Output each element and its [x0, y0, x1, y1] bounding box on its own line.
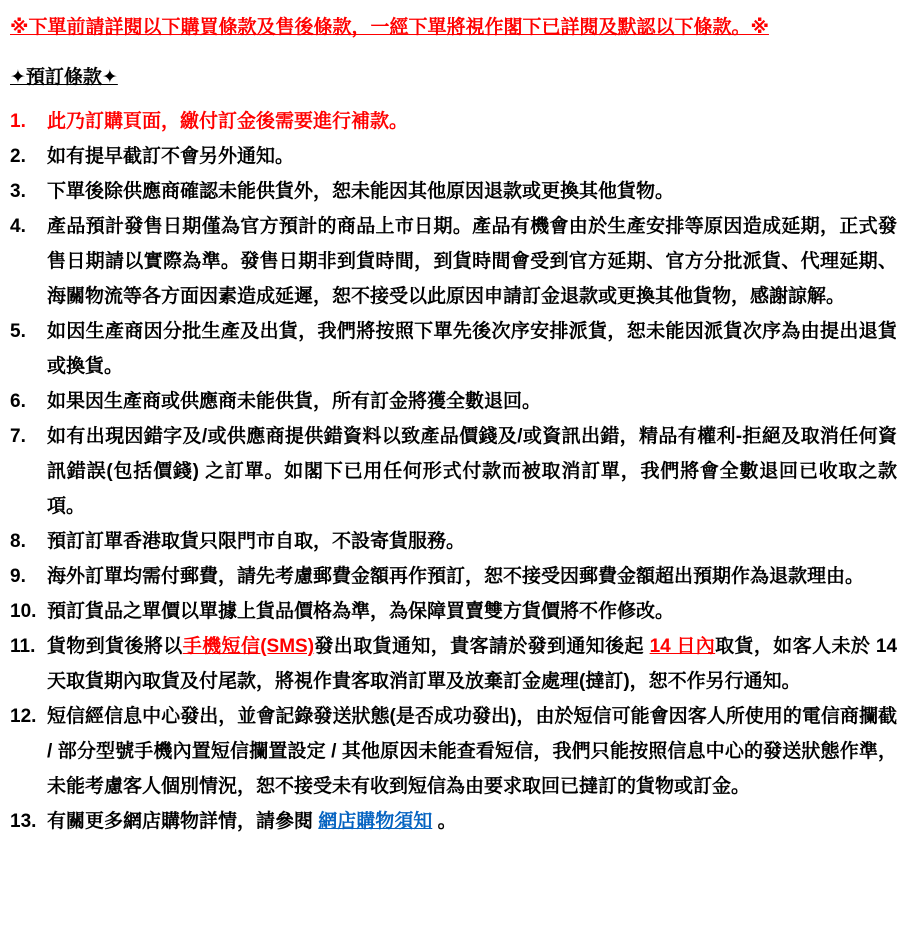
term-item	[10, 104, 897, 139]
term-number: 6.	[10, 391, 26, 412]
term-text	[47, 699, 897, 804]
term-text	[47, 209, 897, 314]
term-segment: 如有提早截訂不會另外通知。	[47, 146, 295, 167]
term-item	[10, 139, 897, 174]
term-text	[47, 384, 897, 419]
term-number: 7.	[10, 426, 26, 447]
term-item	[10, 209, 897, 314]
term-item	[10, 524, 897, 559]
term-segment: 海外訂單均需付郵費，請先考慮郵費金額再作預訂，恕不接受因郵費金額超出預期作為退款理由。	[47, 566, 865, 587]
term-text	[47, 524, 897, 559]
term-text	[47, 139, 897, 174]
section-title-preorder-terms: ✦預訂條款✦	[10, 67, 118, 88]
shop-guide-link[interactable]: 網店購物須知	[318, 811, 433, 832]
term-segment: 短信經信息中心發出，並會記錄發送狀態(是否成功發出)，由於短信可能會因客人所使用的電信商攔截 / 部分型號手機內置短信攔置設定 / 其他原因未能查看短信，我們只能按照信息中心的發送狀態作準，未能考慮客人個別情況，恕不接受未有收到短信為由要求取回已撻訂的貨物或訂金。	[47, 706, 897, 797]
term-number: 10.	[10, 601, 37, 622]
term-segment: 預訂貨品之單價以單據上貨品價格為準，為保障買賣雙方貨價將不作修改。	[47, 601, 675, 622]
term-number: 9.	[10, 566, 26, 587]
term-segment: 。	[432, 811, 457, 832]
term-segment: 手機短信(SMS)	[182, 636, 315, 657]
term-number: 5.	[10, 321, 26, 342]
term-text	[47, 804, 897, 839]
term-text	[47, 104, 897, 139]
term-number: 13.	[10, 811, 37, 832]
term-segment: 14 日內	[649, 636, 716, 657]
term-segment: 如因生產商因分批生產及出貨，我們將按照下單先後次序安排派貨，恕未能因派貨次序為由提出退貨或換貨。	[47, 321, 897, 377]
term-item	[10, 629, 897, 699]
term-item	[10, 174, 897, 209]
term-item	[10, 559, 897, 594]
term-segment: 下單後除供應商確認未能供貨外，恕未能因其他原因退款或更換其他貨物。	[47, 181, 675, 202]
term-number: 12.	[10, 706, 37, 727]
term-number: 2.	[10, 146, 26, 167]
term-segment: 有關更多網店購物詳情，請參閱	[47, 811, 319, 832]
purchase-notice-banner: ※下單前請詳閱以下購買條款及售後條款，一經下單將視作閣下已詳閱及默認以下條款。※	[10, 17, 769, 38]
term-segment: 貨物到貨後將以	[47, 636, 183, 657]
term-text	[47, 559, 897, 594]
term-segment: 取貨，如客人未於 14 天取貨期內取貨及付尾款，將視作貴客取消訂單及放棄訂金處理(撻訂)，恕不作另行通知。	[47, 636, 898, 692]
term-text	[47, 419, 897, 524]
term-item	[10, 804, 897, 839]
term-segment: 此乃訂購頁面，繳付訂金後需要進行補款。	[47, 111, 409, 132]
term-text	[47, 629, 897, 699]
term-item	[10, 384, 897, 419]
term-number: 3.	[10, 181, 26, 202]
term-number: 11.	[10, 636, 36, 657]
term-segment: 如有出現因錯字及/或供應商提供錯資料以致產品價錢及/或資訊出錯，精品有權利-拒絕及取消任何資訊錯誤(包括價錢) 之訂單。如閣下已用任何形式付款而被取消訂單，我們將會全數退回已收取之款項。	[47, 426, 897, 517]
term-number: 4.	[10, 216, 26, 237]
term-item	[10, 419, 897, 524]
term-item	[10, 594, 897, 629]
term-segment: 產品預計發售日期僅為官方預計的商品上市日期。產品有機會由於生產安排等原因造成延期，正式發售日期請以實際為準。發售日期非到貨時間，到貨時間會受到官方延期、官方分批派貨、代理延期、海關物流等各方面因素造成延遲，恕不接受以此原因申請訂金退款或更換其他貨物，感謝諒解。	[47, 216, 897, 307]
term-segment: 預訂訂單香港取貨只限門市自取，不設寄貨服務。	[47, 531, 466, 552]
term-number: 8.	[10, 531, 26, 552]
term-item	[10, 699, 897, 804]
term-text	[47, 314, 897, 384]
term-number: 1.	[10, 111, 26, 132]
terms-list	[10, 104, 897, 839]
term-segment: 如果因生產商或供應商未能供貨，所有訂金將獲全數退回。	[47, 391, 542, 412]
term-text	[47, 594, 897, 629]
term-text	[47, 174, 897, 209]
term-item	[10, 314, 897, 384]
term-segment: 發出取貨通知，貴客請於發到通知後起	[314, 636, 650, 657]
